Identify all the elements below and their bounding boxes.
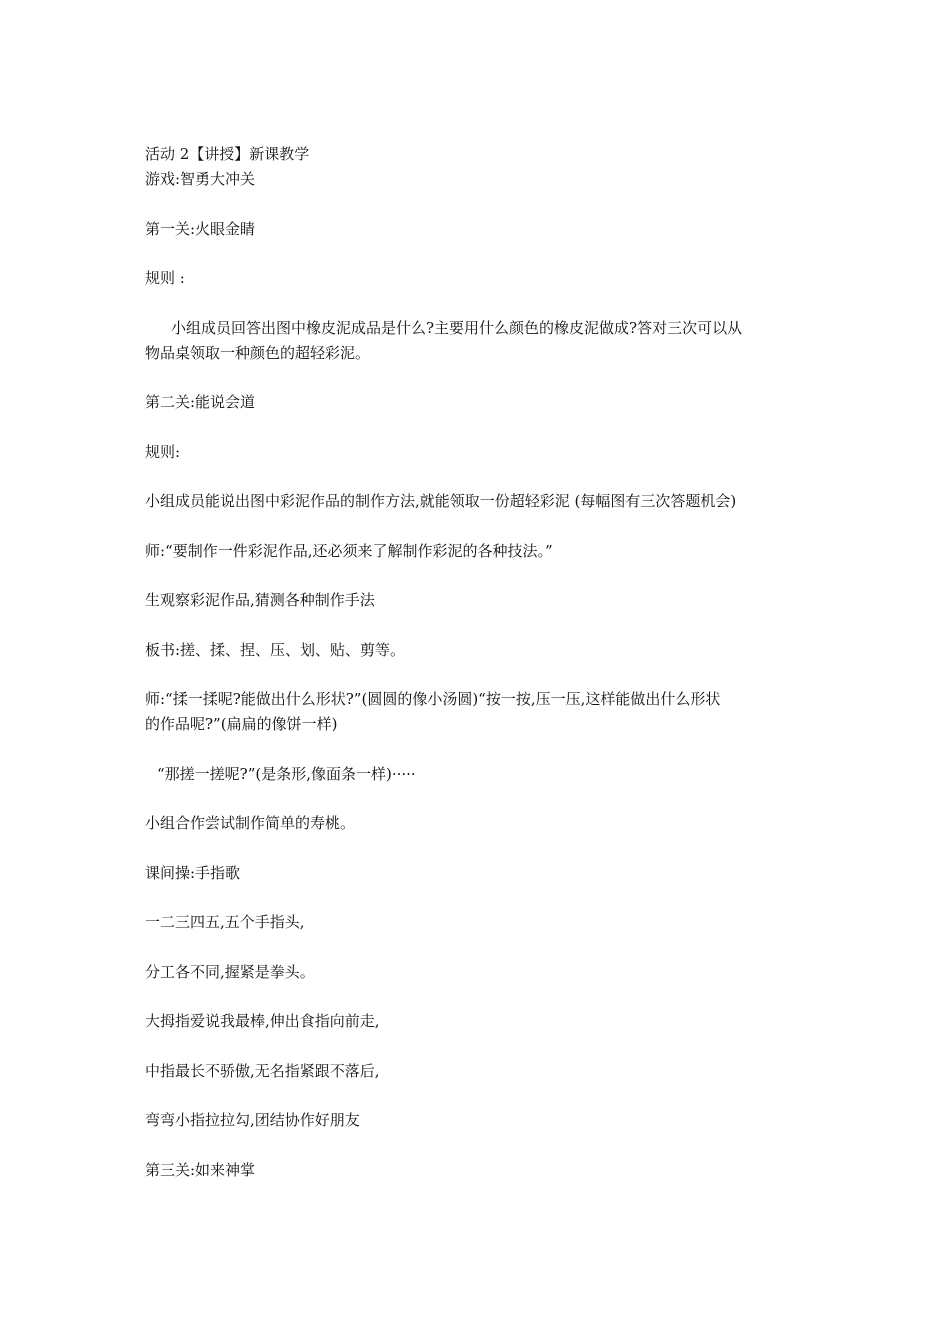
level-3-title: 第三关:如来神掌 xyxy=(145,1161,256,1179)
level-2-rules-label: 规则: xyxy=(145,443,181,461)
level-2-rules-text: 小组成员能说出图中彩泥作品的制作方法,就能领取一份超轻彩泥 (每幅图有三次答题机会) xyxy=(145,492,737,510)
activity-heading: 活动 2【讲授】新课教学 xyxy=(145,145,310,163)
finger-song-line-4: 中指最长不骄傲,无名指紧跟不落后, xyxy=(145,1062,380,1080)
finger-song-line-2: 分工各不同,握紧是拳头。 xyxy=(145,963,315,981)
finger-song-line-5: 弯弯小指拉拉勾,团结协作好朋友 xyxy=(145,1111,360,1129)
group-activity: 小组合作尝试制作简单的寿桃。 xyxy=(145,814,356,832)
teacher-line-3: “那搓一搓呢?”(是条形,像面条一样)····· xyxy=(157,765,416,783)
level-2-title: 第二关:能说会道 xyxy=(145,393,256,411)
finger-song-line-1: 一二三四五,五个手指头, xyxy=(145,913,305,931)
teacher-line-1: 师:“要制作一件彩泥作品,还必须来了解制作彩泥的各种技法。” xyxy=(145,542,553,560)
level-1-rules-text-1: 小组成员回答出图中橡皮泥成品是什么?主要用什么颜色的橡皮泥做成?答对三次可以从 xyxy=(171,319,743,337)
game-title: 游戏:智勇大冲关 xyxy=(145,170,256,188)
level-1-title: 第一关:火眼金睛 xyxy=(145,220,256,238)
teacher-line-2a: 师:“揉一揉呢?能做出什么形状?”(圆圆的像小汤圆)“按一按,压一压,这样能做出什么形状 xyxy=(145,690,721,708)
blackboard-note: 板书:搓、揉、捏、压、划、贴、剪等。 xyxy=(145,641,406,659)
teacher-line-2b: 的作品呢?”(扁扁的像饼一样) xyxy=(145,715,338,733)
level-1-rules-text-2: 物品桌领取一种颜色的超轻彩泥。 xyxy=(145,344,371,362)
level-1-rules-label: 规则 : xyxy=(145,269,185,287)
break-exercise-title: 课间操:手指歌 xyxy=(145,864,241,882)
student-observe: 生观察彩泥作品,猜测各种制作手法 xyxy=(145,591,375,609)
finger-song-line-3: 大拇指爱说我最棒,伸出食指向前走, xyxy=(145,1012,380,1030)
